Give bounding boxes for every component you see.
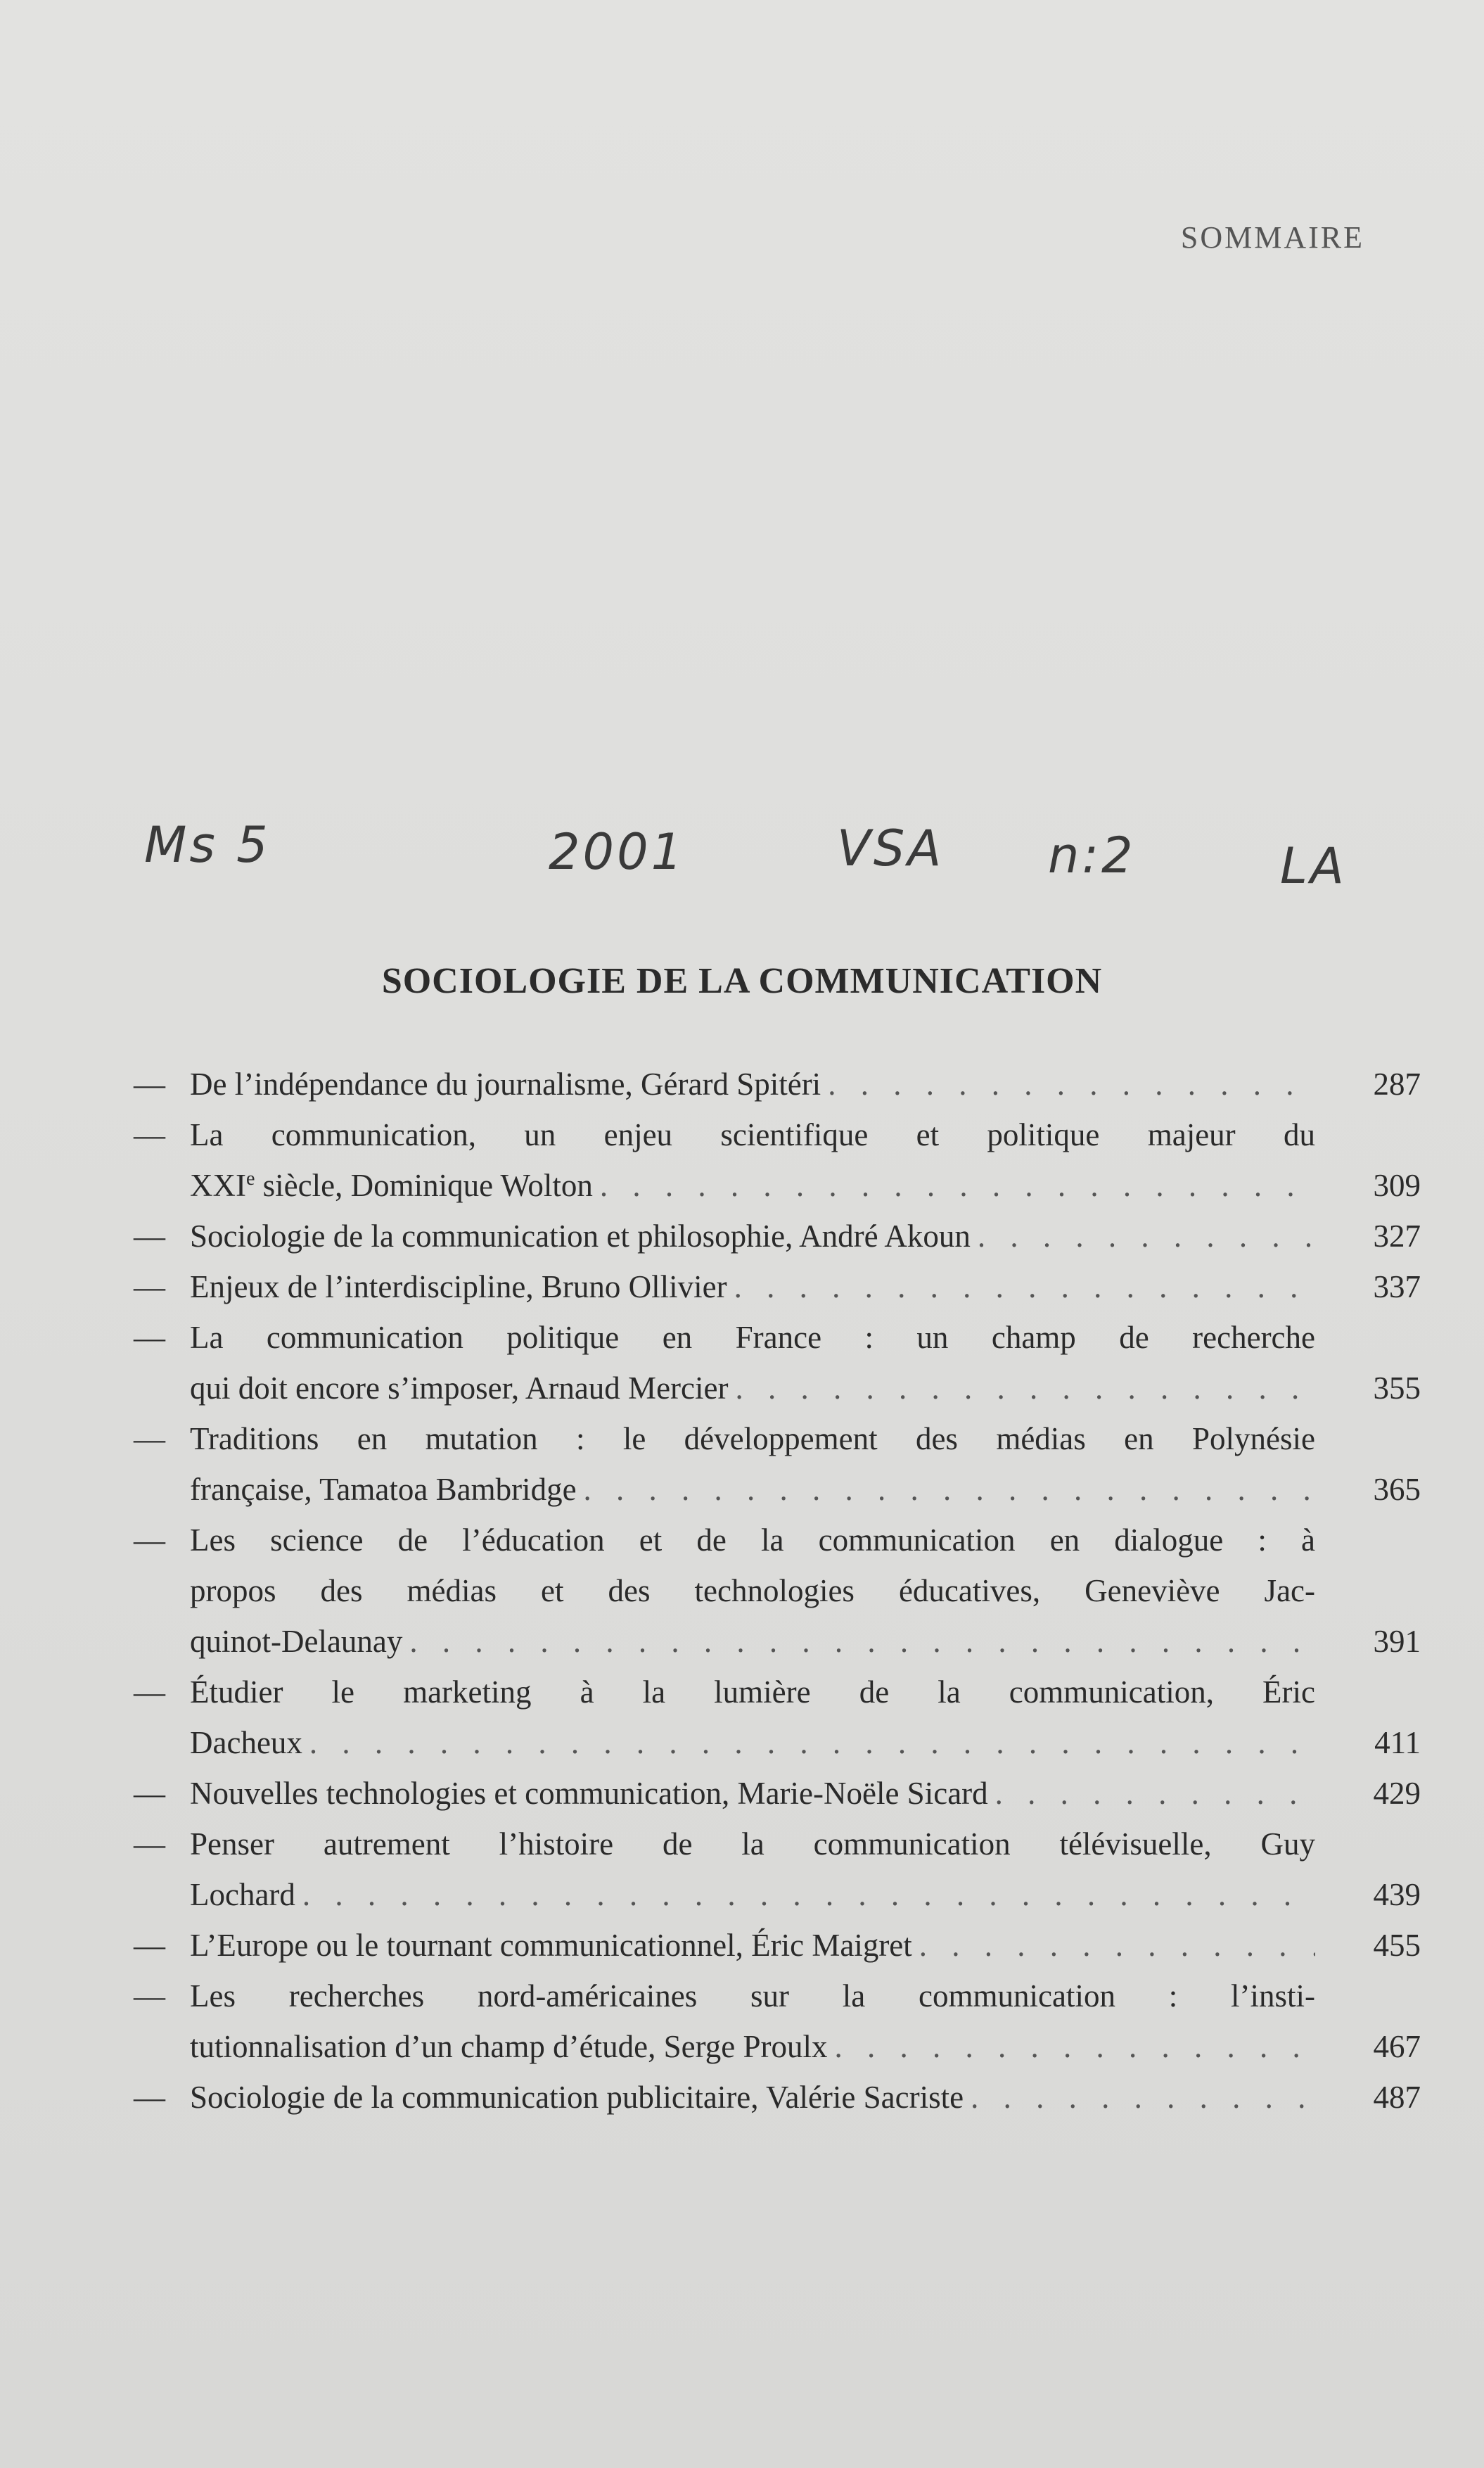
toc-entry	[134, 1971, 1421, 2072]
entry-dash: —	[134, 1421, 165, 1456]
annotation-mark: VSA	[837, 820, 945, 877]
toc-entry	[134, 1667, 1421, 1768]
entry-text	[190, 1515, 1421, 1667]
leader-dots	[577, 1464, 1315, 1515]
entry-dash: —	[134, 1219, 165, 1254]
annotation-mark: 2001	[549, 823, 686, 881]
page-number: 391	[1373, 1624, 1421, 1659]
entry-title: tutionnalisation d’un champ d’étude, Serge Proulx	[190, 2029, 828, 2064]
entry-dash: —	[134, 2080, 165, 2115]
leader-dots	[728, 1363, 1315, 1413]
page-number: 365	[1373, 1472, 1421, 1507]
entry-text	[190, 1971, 1421, 2072]
leader-dots	[727, 1261, 1315, 1312]
entry-line: Étudier le marketing à la lumière de la communication, Éric	[190, 1674, 1315, 1710]
entry-dash: —	[134, 1522, 165, 1558]
annotation-mark: Ms 5	[144, 816, 271, 874]
entry-dash: —	[134, 1928, 165, 1963]
entry-title: Enjeux de l’interdiscipline, Bruno Ollivier	[190, 1269, 727, 1304]
table-of-contents	[134, 1059, 1421, 2123]
entry-title: Sociologie de la communication et philosophie, André Akoun	[190, 1219, 971, 1254]
entry-title: qui doit encore s’imposer, Arnaud Mercier	[190, 1370, 729, 1406]
entry-text	[190, 2072, 1421, 2123]
page-number: 355	[1373, 1370, 1421, 1406]
entry-text	[190, 1920, 1421, 1971]
leader-dots	[964, 2072, 1315, 2123]
page-number: 309	[1373, 1168, 1421, 1203]
entry-last-line	[190, 1464, 1315, 1515]
leader-dots	[302, 1717, 1315, 1768]
entry-last-line	[190, 1616, 1315, 1667]
entry-line: Traditions en mutation : le développement des médias en Polynésie	[190, 1421, 1315, 1456]
toc-entry	[134, 1413, 1421, 1515]
toc-entry	[134, 1059, 1421, 1109]
page-number: 327	[1373, 1219, 1421, 1254]
section-header: SOMMAIRE	[1180, 220, 1364, 255]
entry-line: Les recherches nord-américaines sur la communication : l’insti-	[190, 1978, 1315, 2014]
entry-text	[190, 1109, 1421, 1211]
leader-dots	[912, 1920, 1315, 1971]
entry-last-line	[190, 1363, 1315, 1413]
entry-dash: —	[134, 1269, 165, 1304]
entry-last-line	[190, 1160, 1315, 1211]
entry-title: Nouvelles technologies et communication, Marie-Noële Sicard	[190, 1776, 988, 1811]
entry-dash: —	[134, 1674, 165, 1710]
entry-text	[190, 1312, 1421, 1413]
toc-entry	[134, 2072, 1421, 2123]
leader-dots	[593, 1160, 1315, 1211]
entry-line: Les science de l’éducation et de la communication en dialogue : à	[190, 1522, 1315, 1558]
entry-text	[190, 1261, 1421, 1312]
entry-line: Penser autrement l’histoire de la communication télévisuelle, Guy	[190, 1826, 1315, 1862]
page-number: 411	[1374, 1725, 1421, 1760]
entry-text	[190, 1667, 1421, 1768]
entry-last-line	[190, 2021, 1315, 2072]
toc-entry	[134, 1515, 1421, 1667]
leader-dots	[821, 1059, 1315, 1109]
page-number: 439	[1373, 1877, 1421, 1912]
entry-dash: —	[134, 1826, 165, 1862]
toc-entry	[134, 1768, 1421, 1819]
section-title: SOCIOLOGIE DE LA COMMUNICATION	[381, 961, 1103, 1001]
handwritten-annotation	[0, 816, 1484, 929]
entry-dash: —	[134, 1978, 165, 2014]
page-number: 287	[1373, 1067, 1421, 1102]
entry-last-line	[190, 1211, 1315, 1261]
leader-dots	[971, 1211, 1315, 1261]
annotation-mark: LA	[1280, 837, 1347, 895]
entry-title: quinot-Delaunay	[190, 1624, 403, 1659]
entry-last-line	[190, 2072, 1315, 2123]
leader-dots	[828, 2021, 1315, 2072]
entry-line: propos des médias et des technologies éducatives, Geneviève Jac-	[190, 1573, 1315, 1608]
page-number: 337	[1373, 1269, 1421, 1304]
toc-entry	[134, 1261, 1421, 1312]
toc-entry	[134, 1109, 1421, 1211]
entry-text	[190, 1819, 1421, 1920]
toc-entry	[134, 1312, 1421, 1413]
toc-entry	[134, 1819, 1421, 1920]
leader-dots	[988, 1768, 1315, 1819]
entry-text	[190, 1768, 1421, 1819]
entry-title: Lochard	[190, 1877, 295, 1912]
entry-title: Dacheux	[190, 1725, 302, 1760]
entry-text	[190, 1059, 1421, 1109]
annotation-mark: n:2	[1048, 827, 1136, 884]
entry-dash: —	[134, 1776, 165, 1811]
entry-dash: —	[134, 1117, 165, 1152]
entry-title: De l’indépendance du journalisme, Gérard Spitéri	[190, 1067, 821, 1102]
entry-dash: —	[134, 1067, 165, 1102]
entry-last-line	[190, 1059, 1315, 1109]
entry-last-line	[190, 1261, 1315, 1312]
entry-dash: —	[134, 1320, 165, 1355]
leader-dots	[295, 1869, 1315, 1920]
entry-line: La communication, un enjeu scientifique et politique majeur du	[190, 1117, 1315, 1152]
toc-entry	[134, 1920, 1421, 1971]
entry-text	[190, 1211, 1421, 1261]
page-number: 455	[1373, 1928, 1421, 1963]
page-number: 467	[1373, 2029, 1421, 2064]
entry-last-line	[190, 1869, 1315, 1920]
entry-title: française, Tamatoa Bambridge	[190, 1472, 577, 1507]
page-number: 429	[1373, 1776, 1421, 1811]
leader-dots	[402, 1616, 1315, 1667]
page-number: 487	[1373, 2080, 1421, 2115]
toc-entry	[134, 1211, 1421, 1261]
entry-last-line	[190, 1717, 1315, 1768]
entry-last-line	[190, 1768, 1315, 1819]
entry-line: La communication politique en France : un champ de recherche	[190, 1320, 1315, 1355]
entry-title: L’Europe ou le tournant communicationnel, Éric Maigret	[190, 1928, 912, 1963]
entry-title: Sociologie de la communication publicitaire, Valérie Sacriste	[190, 2080, 964, 2115]
entry-title: XXIe siècle, Dominique Wolton	[190, 1168, 593, 1203]
entry-last-line	[190, 1920, 1315, 1971]
entry-text	[190, 1413, 1421, 1515]
